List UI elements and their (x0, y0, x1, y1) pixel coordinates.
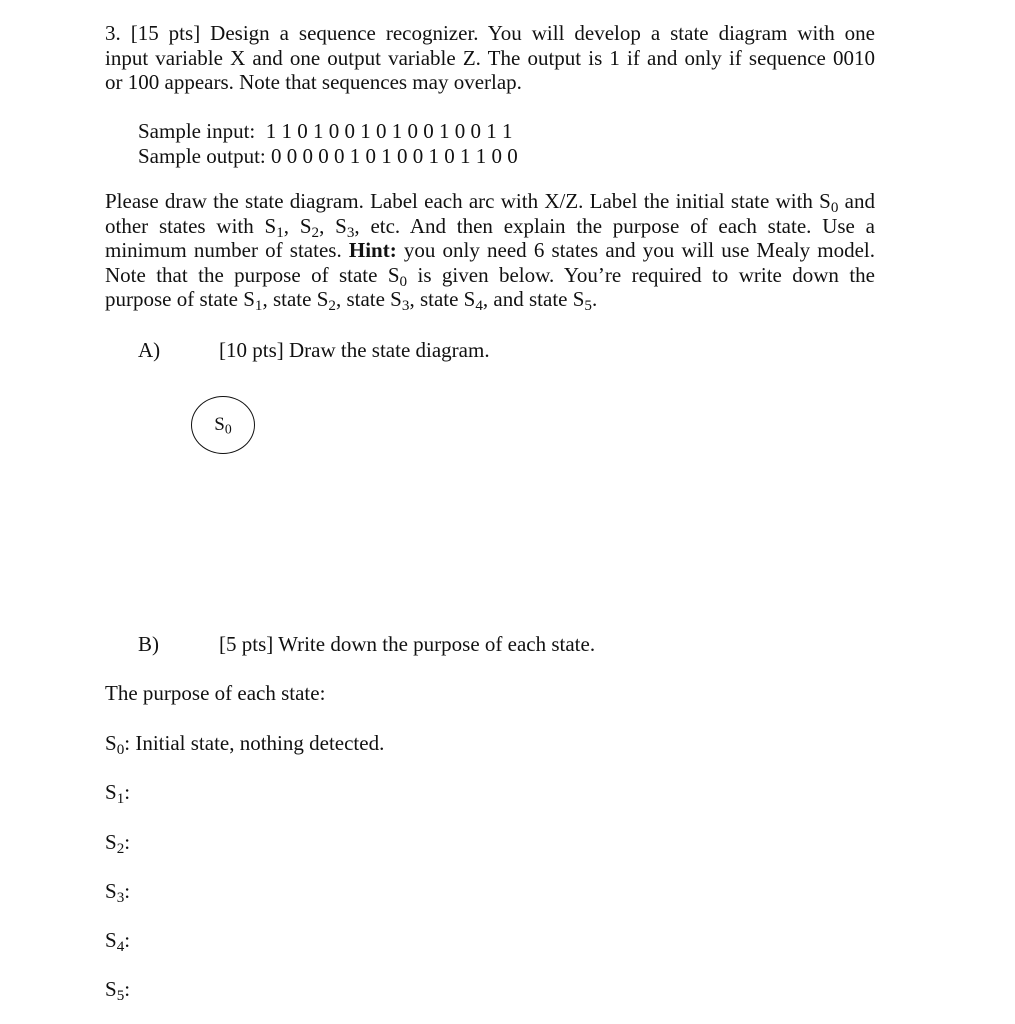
state-s0-circle (191, 396, 255, 454)
instructions-line-1: Please draw the state diagram. Label each arc with X/Z. Label the initial state with $S_0$ and (105, 189, 875, 216)
purpose-s4: $S_4$: (105, 928, 131, 955)
sample-output-row (138, 144, 518, 169)
part-b-text: [5 pts] Write down the purpose of each state. (219, 632, 596, 656)
state-s0-label: $S_0$ (214, 414, 232, 437)
intro-line-2: input variable X and one output variable Z. The output is 1 if and only if sequence 0010 (105, 45, 875, 70)
hint-label: Hint: (348, 238, 397, 263)
purpose-s1: $S_1$: (105, 780, 131, 807)
sample-output-label: Sample output: (138, 144, 266, 168)
intro-line-1: 3. [15 pts] Design a sequence recognizer. You will develop a state diagram with one (105, 21, 875, 45)
part-a-text: [10 pts] Draw the state diagram. (219, 338, 490, 362)
sample-input-label: Sample input: (138, 119, 256, 143)
purpose-heading: The purpose of each state: (105, 681, 326, 705)
purpose-s3: $S_3$: (105, 879, 131, 906)
question-intro (105, 21, 875, 95)
sample-input-row (138, 119, 513, 144)
sample-input-value: 1 1 0 1 0 0 1 0 1 0 0 1 0 0 1 1 (265, 119, 513, 143)
intro-line-3: or 100 appears. Note that sequences may overlap. (105, 70, 522, 95)
purpose-s0: $S_0$: Initial state, nothing detected. (105, 731, 385, 758)
instructions-paragraph (105, 189, 875, 315)
instructions-line-2: other states with $S_1$, $S_2$, $S_3$, etc. And then explain the purpose of each state. Use a (105, 213, 875, 241)
part-b-letter: B) (138, 632, 159, 656)
instructions-line-4: Note that the purpose of state $S_0$ is given below. You’re required to write down the (105, 262, 875, 290)
sample-output-value: 0 0 0 0 0 1 0 1 0 0 1 0 1 1 0 0 (271, 144, 518, 168)
instructions-line-5: purpose of state $S_1$, state $S_2$, state $S_3$, state $S_4$, and state $S_5$. (105, 287, 598, 315)
instructions-line-3: minimum number of states. Hint: you only need 6 states and you will use Mealy model. (105, 238, 875, 263)
purpose-s5: $S_5$: (105, 977, 131, 1004)
part-a-letter: A) (138, 338, 161, 362)
purpose-s2: $S_2$: (105, 830, 131, 857)
